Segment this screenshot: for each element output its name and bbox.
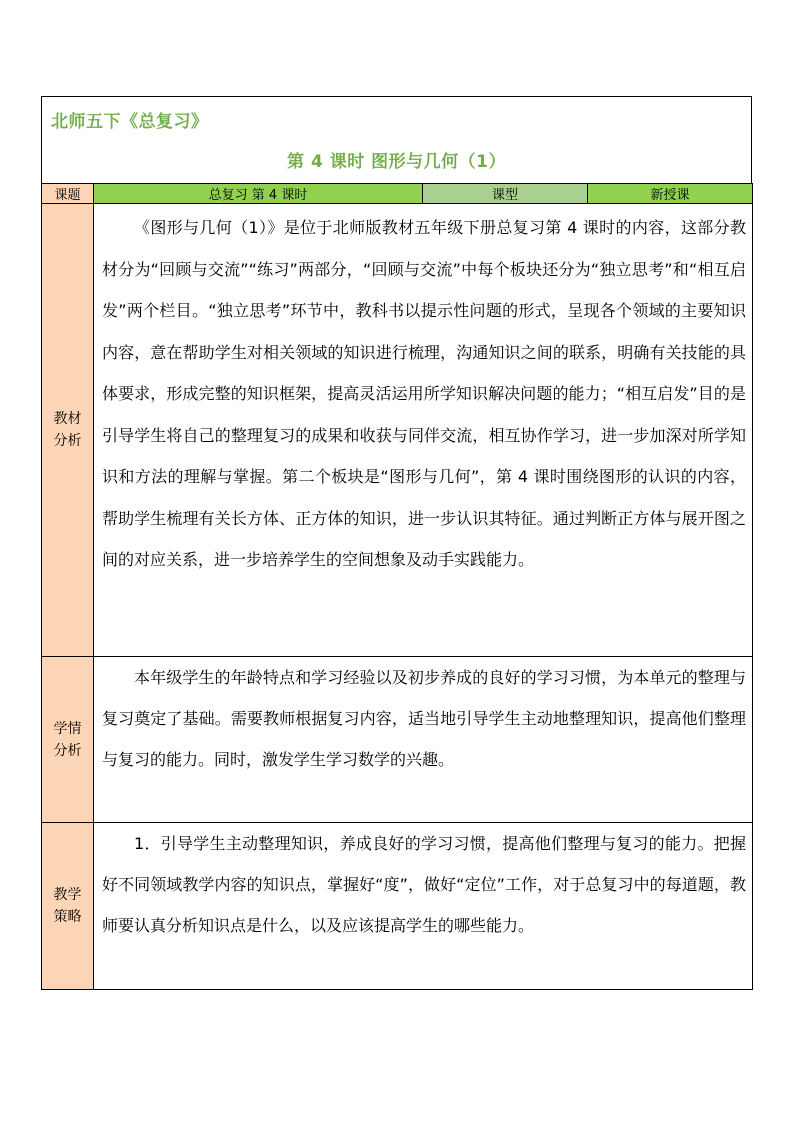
lesson-plan-document [41,96,752,990]
subject-title: 北师五下《总复习》 [51,112,209,132]
section-label: 教材分析 [42,204,94,657]
section-row [42,657,753,823]
section-content: 本年级学生的年龄特点和学习经验以及初步养成的良好的学习习惯，为本单元的整理与复习奠定了基础。需要教师根据复习内容，适当地引导学生主动地整理知识，提高他们整理与复习的能力。同时，激发学生学习数学的兴趣。 [94,657,753,823]
lesson-plan-table [41,183,753,990]
title-block [41,96,752,183]
section-content: 《图形与几何（1）》是位于北师版教材五年级下册总复习第 4 课时的内容，这部分教材分为“回顾与交流”“练习”两部分，“回顾与交流”中每个板块还分为“独立思考”和“相互启发”两个栏目。“独立思考”环节中，教科书以提示性问题的形式，呈现各个领域的主要知识内容，意在帮助学生对相关领域的知识进行梳理，沟通知识之间的联系，明确有关技能的具体要求，形成完整的知识框架，提高灵活运用所学知识解决问题的能力；“相互启发”目的是引导学生将自己的整理复习的成果和收获与同伴交流，相互协作学习，进一步加深对所学知识和方法的理解与掌握。第二个板块是“图形与几何”，第 4 课时围绕图形的认识的内容，帮助学生梳理有关长方体、正方体的知识，进一步认识其特征。通过判断正方体与展开图之间的对应关系，进一步培养学生的空间想象及动手实践能力。 [94,204,753,657]
topic-label: 课题 [42,184,94,204]
topic-value: 总复习 第 4 课时 [94,184,423,204]
type-value: 新授课 [588,184,753,204]
section-content: 1．引导学生主动整理知识，养成良好的学习习惯，提高他们整理与复习的能力。把握好不同领域教学内容的知识点，掌握好“度”，做好“定位”工作，对于总复习中的每道题，教师要认真分析知识点是什么，以及应该提高学生的哪些能力。 [94,823,753,990]
info-row [42,184,753,204]
type-label: 课型 [423,184,588,204]
section-label: 学情分析 [42,657,94,823]
section-row [42,204,753,657]
section-label: 教学策略 [42,823,94,990]
section-row [42,823,753,990]
lesson-title: 第 4 课时 图形与几何（1） [287,152,506,172]
